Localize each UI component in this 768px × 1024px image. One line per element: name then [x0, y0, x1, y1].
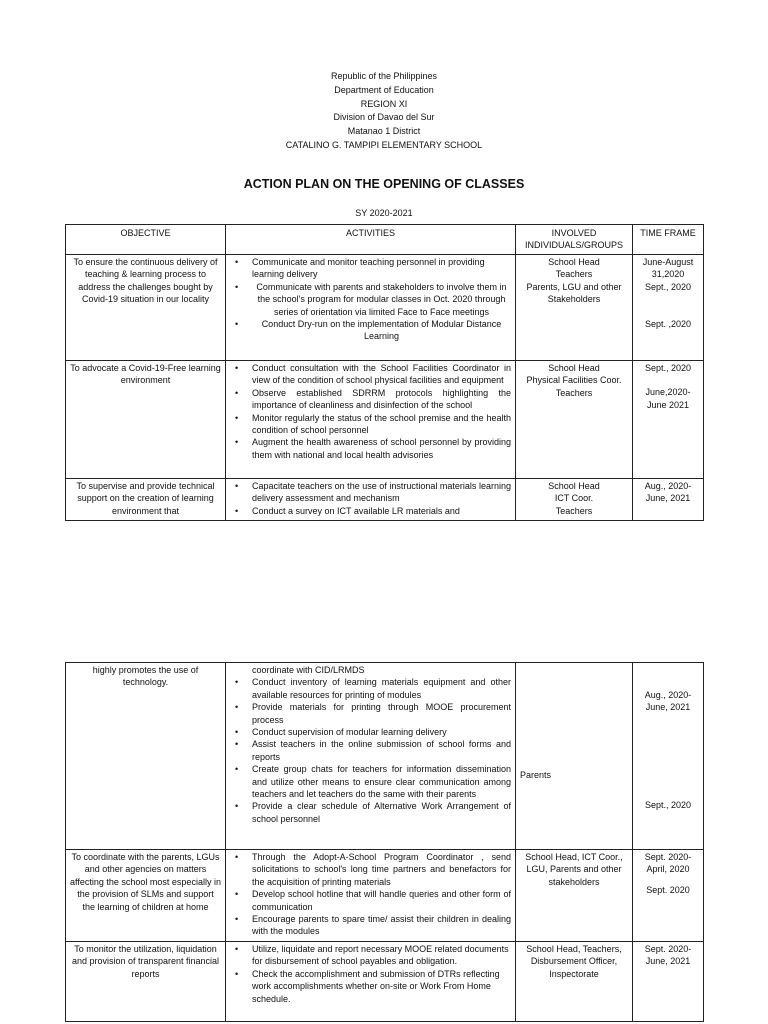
activity-continuation: coordinate with CID/LRMDS [252, 665, 365, 675]
time-frame-cell [633, 361, 704, 479]
involved-cell [516, 663, 633, 850]
activities-cell [226, 850, 516, 942]
table-header-row [66, 225, 704, 255]
objective-cell: highly promotes the use of technology. [66, 663, 226, 850]
time-frame-entry: June-August 31,2020 [642, 257, 694, 280]
involved-entry: ICT Coor. [554, 493, 594, 504]
time-frame-cell: Aug., 2020-June, 2021 [633, 479, 704, 521]
activities-list [230, 676, 511, 825]
time-frame-cell [633, 663, 704, 850]
time-frame-cell [633, 850, 704, 942]
objective-cell: To ensure the continuous delivery of teaching & learning process to address the challenges bought by Covid-19 situation in our locality [66, 255, 226, 361]
involved-entry: School Head [548, 481, 600, 491]
involved-entry: School Head [548, 257, 600, 267]
header-line-school: CATALINO G. TAMPIPI ELEMENTARY SCHOOL [285, 139, 483, 150]
involved-entry: Teachers [555, 505, 593, 516]
activities-list [230, 256, 511, 343]
activities-cell [226, 255, 516, 361]
activity-item: • Encourage parents to spare time/ assist their children in dealing with the modules [230, 913, 511, 938]
activity-item: • Conduct Dry-run on the implementation of Modular Distance Learning [230, 318, 511, 343]
time-frame-entry: Sept. 2020 [646, 884, 690, 895]
activity-item: • Monitor regularly the status of the school premise and the health condition of school personnel [230, 412, 511, 437]
activity-item: • Observe established SDRRM protocols highlighting the importance of cleanliness and disinfection of the school [230, 387, 511, 412]
table-row [66, 255, 704, 361]
activity-item: • Through the Adopt-A-School Program Coordinator , send solicitations to school's long time partners and benefactors for the acquisition of printing materials [230, 851, 511, 888]
objective-cell: To advocate a Covid-19-Free learning environment [66, 361, 226, 479]
activities-list [230, 851, 511, 938]
table-row [66, 942, 704, 1022]
table-row [66, 663, 704, 850]
time-frame-cell [633, 255, 704, 361]
involved-cell: School Head, Teachers, Disbursement Officer, Inspectorate [516, 942, 633, 1022]
column-header-objective: OBJECTIVE [66, 225, 226, 255]
column-header-involved-line-2: INDIVIDUALS/GROUPS [524, 240, 624, 251]
activity-item: • Conduct a survey on ICT available LR materials and [230, 505, 511, 517]
activity-item: • Develop school hotline that will handle queries and other form of communication [230, 888, 511, 913]
involved-entry: Teachers [555, 387, 593, 398]
time-frame-entry: Sept., 2020 [644, 281, 692, 292]
involved-entry: School Head [548, 363, 600, 373]
document-title: ACTION PLAN ON THE OPENING OF CLASSES [243, 177, 525, 191]
time-frame-entry: Sept., 2020 [644, 799, 692, 810]
activity-item: • Utilize, liquidate and report necessary MOOE related documents for disbursement of school payables and obligation. [230, 943, 511, 968]
activity-item: • Conduct supervision of modular learning delivery [230, 726, 511, 738]
school-year: SY 2020-2021 [355, 208, 413, 218]
time-frame-entry: Sept. ,2020 [644, 319, 692, 330]
time-frame-entry: June,2020-June 2021 [645, 387, 691, 410]
document-header [0, 70, 768, 153]
time-frame-entry: Aug., 2020-June, 2021 [644, 690, 692, 713]
activity-item: • Check the accomplishment and submission of DTRs reflecting work accomplishments whether on-site or Work From Home schedule. [230, 968, 511, 1005]
activity-item: • Capacitate teachers on the use of instructional materials learning delivery assessment and mechanism [230, 480, 511, 505]
column-header-activities: ACTIVITIES [226, 225, 516, 255]
activities-list [230, 480, 511, 517]
objective-cell: To monitor the utilization, liquidation and provision of transparent financial reports [66, 942, 226, 1022]
objective-cell: To coordinate with the parents, LGUs and other agencies on matters affecting the school most especially in the provision of SLMs and support the learning of children at home [66, 850, 226, 942]
involved-entry: Teachers [555, 269, 593, 280]
column-header-involved-line-1: INVOLVED [551, 228, 597, 238]
activities-cell [226, 663, 516, 850]
activity-item: • Provide a clear schedule of Alternative Work Arrangement of school personnel [230, 800, 511, 825]
action-plan-table-page-1 [65, 224, 704, 521]
activity-item: • Conduct inventory of learning materials equipment and other available resources for printing of modules [230, 676, 511, 701]
column-header-involved [516, 225, 633, 255]
header-line-division: Division of Davao del Sur [333, 112, 435, 123]
header-line-republic: Republic of the Philippines [330, 71, 438, 81]
activity-item: • Create group chats for teachers for information dissemination and utilize other means to ensure clear communication among teachers and let teachers do the same with their parents [230, 763, 511, 800]
activities-cell [226, 479, 516, 521]
time-frame-entry: Sept., 2020 [644, 363, 692, 373]
activity-item: • Augment the health awareness of school personnel by providing them with national and local health advisories [230, 436, 511, 461]
table-row [66, 361, 704, 479]
activities-cell [226, 942, 516, 1022]
activities-cell [226, 361, 516, 479]
table-row [66, 479, 704, 521]
involved-cell [516, 361, 633, 479]
activity-item: • Communicate with parents and stakeholders to involve them in the school's program for modular classes in Oct. 2020 through series of orientation via limited Face to Face meetings [230, 281, 511, 318]
activity-item: • Communicate and monitor teaching personnel in providing learning delivery [230, 256, 511, 281]
time-frame-entry: Sept. 2020-April, 2020 [644, 852, 692, 875]
column-header-time-frame: TIME FRAME [633, 225, 704, 255]
involved-cell [516, 479, 633, 521]
header-line-district: Matanao 1 District [347, 126, 421, 137]
involved-entry: Parents, LGU and other Stakeholders [526, 281, 622, 305]
involved-entry: Parents [520, 770, 552, 780]
objective-cell: To supervise and provide technical support on the creation of learning environment that [66, 479, 226, 521]
header-line-department: Department of Education [334, 84, 434, 95]
header-line-region: REGION XI [360, 98, 408, 109]
activities-list [230, 362, 511, 461]
action-plan-table-page-2 [65, 662, 704, 1022]
activity-item: • Provide materials for printing through MOOE procurement process [230, 701, 511, 726]
activities-list [230, 943, 511, 1005]
activity-item: • Conduct consultation with the School Facilities Coordinator in view of the condition of school physical facilities and equipment [230, 362, 511, 387]
involved-cell: School Head, ICT Coor., LGU, Parents and other stakeholders [516, 850, 633, 942]
involved-entry: Physical Facilities Coor. [526, 375, 622, 386]
involved-cell [516, 255, 633, 361]
table-row [66, 850, 704, 942]
time-frame-cell: Sept. 2020-June, 2021 [633, 942, 704, 1022]
activity-item: • Assist teachers in the online submission of school forms and reports [230, 738, 511, 763]
